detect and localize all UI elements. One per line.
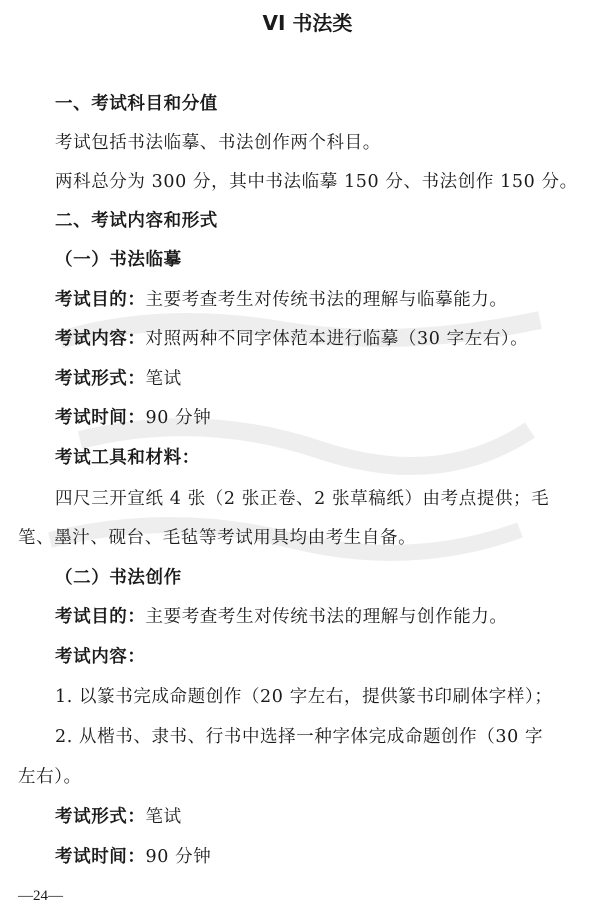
part1-heading: （一）书法临摹 bbox=[55, 250, 182, 270]
section1-line1: 考试包括书法临摹、书法创作两个科目。 bbox=[55, 133, 381, 153]
part2-time bbox=[55, 845, 615, 869]
section2-heading: 二、考试内容和形式 bbox=[55, 211, 218, 231]
part2-content-label: 考试内容： bbox=[55, 647, 146, 667]
part1-form bbox=[55, 367, 615, 391]
part1-tools-label: 考试工具和材料： bbox=[55, 448, 200, 468]
part2-time-text: 90 分钟 bbox=[145, 847, 212, 867]
part1-content-label: 考试内容： bbox=[55, 329, 146, 349]
page-title: VI 书法类 bbox=[262, 11, 353, 35]
part2-purpose-text: 主要考查考生对传统书法的理解与创作能力。 bbox=[145, 607, 508, 627]
part1-purpose-text: 主要考查考生对传统书法的理解与临摹能力。 bbox=[145, 290, 508, 310]
part2-item1: 1. 以篆书完成命题创作（20 字左右，提供篆书印刷体字样）； bbox=[55, 687, 553, 707]
part2-form bbox=[55, 805, 615, 829]
page-number: —24— bbox=[18, 888, 63, 904]
part2-form-label: 考试形式： bbox=[55, 807, 146, 827]
part2-heading: （二）书法创作 bbox=[55, 568, 182, 588]
part2-item2-line1: 2. 从楷书、隶书、行书中选择一种字体完成命题创作（30 字 bbox=[55, 727, 544, 747]
part1-form-text: 笔试 bbox=[145, 369, 182, 389]
part2-form-text: 笔试 bbox=[145, 807, 182, 827]
part1-time-label: 考试时间： bbox=[55, 408, 146, 428]
part1-time-text: 90 分钟 bbox=[145, 408, 212, 428]
section1-line2: 两科总分为 300 分，其中书法临摹 150 分、书法创作 150 分。 bbox=[55, 172, 578, 192]
section1-heading: 一、考试科目和分值 bbox=[55, 94, 218, 114]
part1-tools-line2: 笔、墨汁、砚台、毛毡等考试用具均由考生自备。 bbox=[18, 528, 417, 548]
part2-time-label: 考试时间： bbox=[55, 847, 146, 867]
part1-time bbox=[55, 406, 615, 430]
part1-content bbox=[55, 327, 615, 351]
part1-purpose bbox=[55, 288, 615, 312]
part2-purpose-label: 考试目的： bbox=[55, 607, 146, 627]
part1-form-label: 考试形式： bbox=[55, 369, 146, 389]
part1-purpose-label: 考试目的： bbox=[55, 290, 146, 310]
part1-content-text: 对照两种不同字体范本进行临摹（30 字左右）。 bbox=[145, 329, 529, 349]
part1-tools-line1: 四尺三开宣纸 4 张（2 张正卷、2 张草稿纸）由考点提供；毛 bbox=[55, 489, 550, 509]
part2-purpose bbox=[55, 605, 615, 629]
part2-item2-line2: 左右）。 bbox=[18, 767, 82, 787]
